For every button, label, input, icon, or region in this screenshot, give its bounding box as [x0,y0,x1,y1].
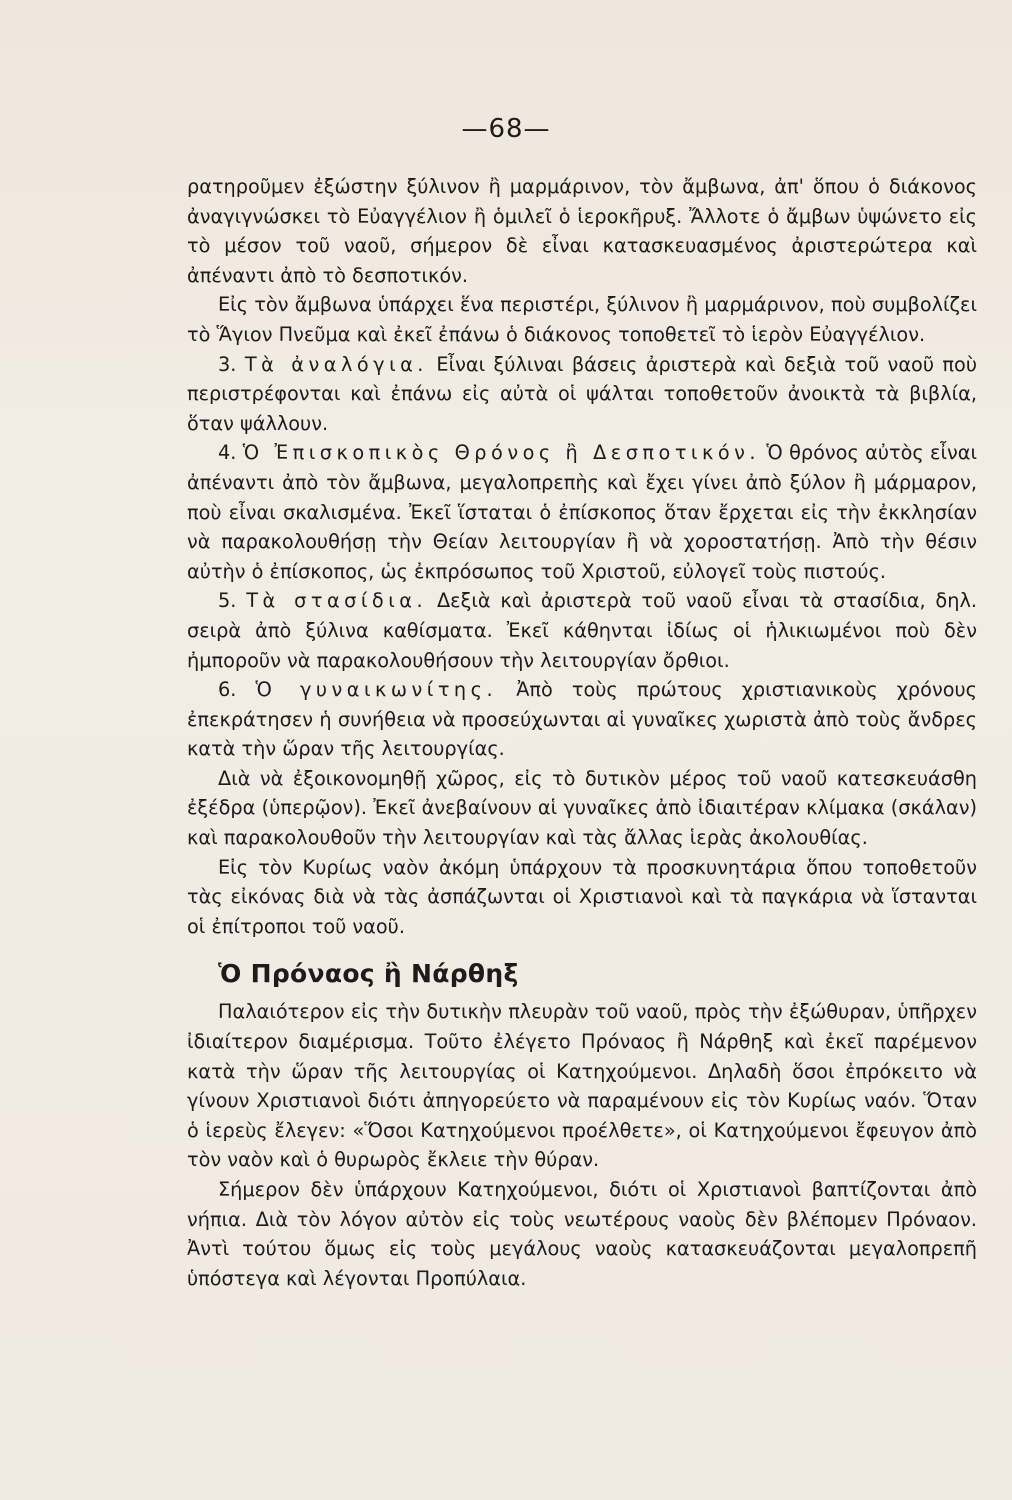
list-item [187,438,977,586]
item-title: Τὰ στασίδια. [246,589,428,613]
item-number: 3. [218,352,237,376]
section-heading: Ὁ Πρόναος ἢ Νάρθηξ [218,959,519,989]
item-text: Ὁ θρόνος αὐτὸς εἶναι ἀπέναντι ἀπὸ τὸν ἄμβωνα, μεγαλοπρεπὴς καὶ ἔχει γίνει ἀπὸ ξύλον ἢ μάρμαρον, ποὺ εἶναι σκαλισμένα. Ἐκεῖ ἵσταται ὁ ἐπίσκοπος ὅταν ἔρχεται εἰς τὴν ἐκκλησίαν νὰ παρακολουθήσῃ τὴν Θείαν λειτουργίαν ἢ νὰ χοροστατήσῃ. Ἀπὸ τὴν θέσιν αὐτὴν ὁ ἐπίσκοπος, ὡς ἐκπρόσωπος τοῦ Χριστοῦ, εὐλογεῖ τοὺς πιστούς. [187,441,977,583]
main-text [187,172,977,1293]
item-number: 5. [218,589,237,613]
list-item [187,675,977,764]
paragraph: Εἰς τὸν ἄμβωνα ὑπάρχει ἕνα περιστέρι, ξύλινον ἢ μαρμάρινον, ποὺ συμβολίζει τὸ Ἅγιον Πνεῦμα καὶ ἐκεῖ ἐπάνω ὁ διάκονος τοποθετεῖ τὸ ἱερὸν Εὐαγγέλιον. [187,293,977,346]
paragraph: Παλαιότερον εἰς τὴν δυτικὴν πλευρὰν τοῦ ναοῦ, πρὸς τὴν ἐξώθυραν, ὑπῆρχεν ἰδιαίτερον διαμέρισμα. Τοῦτο ἐλέγετο Πρόναος ἢ Νάρθηξ καὶ ἐκεῖ παρέμενον κατὰ τὴν ὥραν τῆς λειτουργίας οἱ Κατηχούμενοι. Δηλαδὴ ὅσοι ἐπρόκειτο νὰ γίνουν Χριστιανοὶ διότι ἀπηγορεύετο νὰ παραμένουν εἰς τὸν Κυρίως ναόν. Ὅταν ὁ ἱερεὺς ἔλεγεν: «Ὅσοι Κατηχούμενοι προέλθετε», οἱ Κατηχούμενοι ἔφευγον ἀπὸ τὸν ναὸν καὶ ὁ θυρωρὸς ἔκλειε τὴν θύραν. [187,1000,977,1172]
paragraph: Σήμερον δὲν ὑπάρχουν Κατηχούμενοι, διότι οἱ Χριστιανοὶ βαπτίζονται ἀπὸ νήπια. Διὰ τὸν λόγον αὐτὸν εἰς τοὺς νεωτέρους ναοὺς δὲν βλέπομεν Πρόναον. Ἀντὶ τούτου ὅμως εἰς τοὺς μεγάλους ναοὺς κατασκευάζονται μεγαλοπρεπῆ ὑπόστεγα καὶ λέγονται Προπύλαια. [187,1178,977,1290]
page-number: —68— [461,114,551,144]
item-number: 6. [218,678,237,702]
item-title: Ὁ γυναικωνίτης. [255,678,498,702]
item-text: Δεξιὰ καὶ ἀριστερὰ τοῦ ναοῦ εἶναι τὰ στασίδια, δηλ. σειρὰ ἀπὸ ξύλινα καθίσματα. Ἐκεῖ κάθηνται ἰδίως οἱ ἡλικιωμένοι ποὺ δὲν ἠμποροῦν νὰ παρακολουθήσουν τὴν λειτουργίαν ὄρθιοι. [187,589,977,672]
item-title: Ὁ Ἐπισκοπικὸς Θρόνος ἢ Δεσποτικόν. [242,441,761,465]
item-text: Εἶναι ξύλιναι βάσεις ἀριστερὰ καὶ δεξιὰ τοῦ ναοῦ ποὺ περιστρέφονται καὶ ἐπάνω εἰς αὐτὰ οἱ ψάλται τοποθετοῦν ἀνοικτὰ τὰ βιβλία, ὅταν ψάλλουν. [187,352,977,435]
list-item [187,350,977,439]
item-number: 4. [218,441,237,465]
item-text: Ἀπὸ τοὺς πρώτους χριστιανικοὺς χρόνους ἐπεκράτησεν ἡ συνήθεια νὰ προσεύχωνται αἱ γυναῖκες χωριστὰ ἀπὸ τοὺς ἄνδρες κατὰ τὴν ὥραν τῆς λειτουργίας. [187,678,977,761]
paragraph: Εἰς τὸν Κυρίως ναὸν ἀκόμη ὑπάρχουν τὰ προσκυνητάρια ὅπου τοποθετοῦν τὰς εἰκόνας διὰ νὰ τὰς ἀσπάζωνται οἱ Χριστιανοὶ καὶ τὰ παγκάρια νὰ ἵστανται οἱ ἐπίτροποι τοῦ ναοῦ. [187,855,977,938]
list-item [187,586,977,675]
paragraph: Διὰ νὰ ἐξοικονομηθῇ χῶρος, εἰς τὸ δυτικὸν μέρος τοῦ ναοῦ κατεσκευάσθη ἐξέδρα (ὑπερῷον). Ἐκεῖ ἀνεβαίνουν αἱ γυναῖκες ἀπὸ ἰδιαιτέραν κλίμακα (σκάλαν) καὶ παρακολουθοῦν τὴν λειτουργίαν καὶ τὰς ἄλλας ἱερὰς ἀκολουθίας. [187,766,977,850]
paragraph: ρατηροῦμεν ἐξώστην ξύλινον ἢ μαρμάρινον, τὸν ἄμβωνα, ἀπ' ὅπου ὁ διάκονος ἀναγιγνώσκει τὸ Εὐαγγέλιον ἢ ὁμιλεῖ ὁ ἱεροκῆρυξ. Ἄλλοτε ὁ ἄμβων ὑψώνετο εἰς τὸ μέσον τοῦ ναοῦ, σήμερον δὲ εἶναι κατασκευασμένος ἀριστερώτερα καὶ ἀπέναντι ἀπὸ τὸ δεσποτικόν. [187,175,977,287]
item-title: Τὰ ἀναλόγια. [244,352,428,376]
